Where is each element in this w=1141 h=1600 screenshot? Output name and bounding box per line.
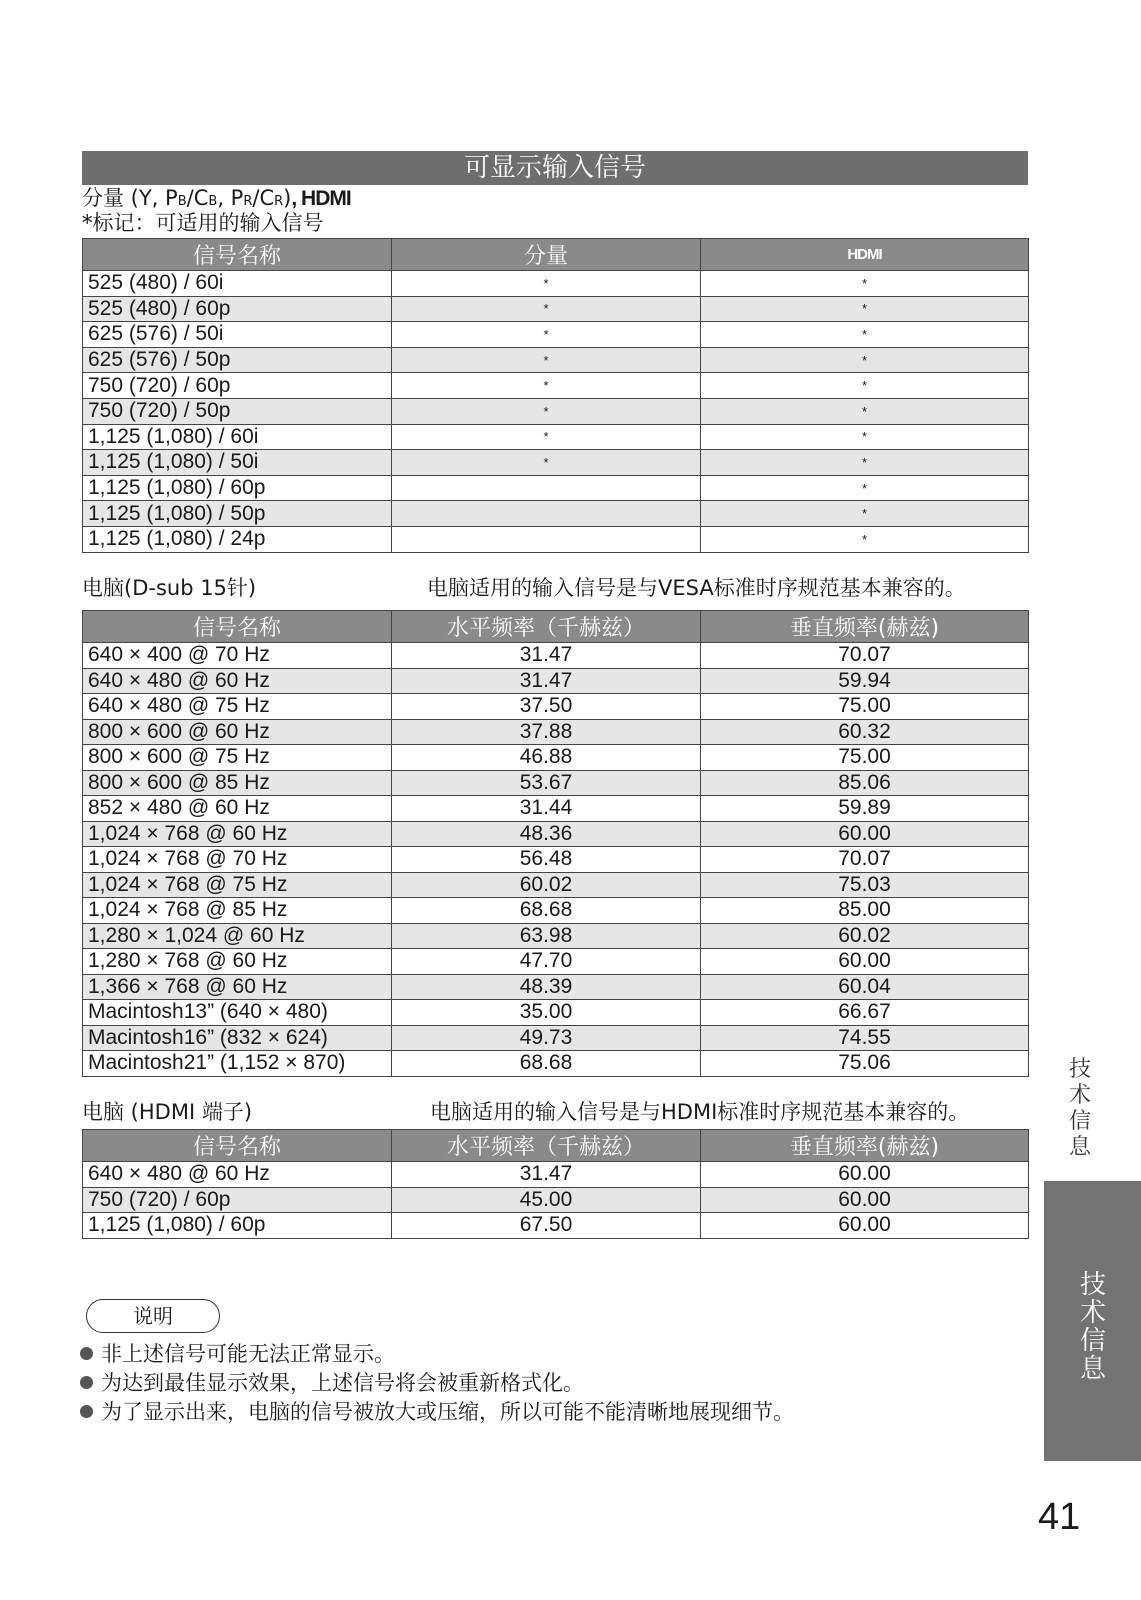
column-header: 垂直频率(赫兹) xyxy=(701,611,1029,643)
notes-list xyxy=(80,1340,794,1427)
value-cell xyxy=(392,501,701,527)
notes-label: 说明 xyxy=(86,1299,220,1333)
value-cell: * xyxy=(701,475,1029,501)
table-row xyxy=(83,450,1029,476)
signal-name-cell: 852 × 480 @ 60 Hz xyxy=(83,796,392,822)
side-tab-label: 技术信息 xyxy=(1079,1270,1106,1384)
table-row xyxy=(83,923,1029,949)
table-row xyxy=(83,1000,1029,1026)
value-cell: 47.70 xyxy=(392,949,701,975)
value-cell: 85.06 xyxy=(701,770,1029,796)
table-row xyxy=(83,770,1029,796)
value-cell: 68.68 xyxy=(392,898,701,924)
value-cell: 37.88 xyxy=(392,719,701,745)
signal-name-cell: 640 × 480 @ 75 Hz xyxy=(83,694,392,720)
value-cell: * xyxy=(392,322,701,348)
value-cell: 75.00 xyxy=(701,745,1029,771)
signal-name-cell: 1,125 (1,080) / 50p xyxy=(83,501,392,527)
value-cell: 46.88 xyxy=(392,745,701,771)
value-cell: 53.67 xyxy=(392,770,701,796)
value-cell: * xyxy=(392,271,701,297)
table-row xyxy=(83,643,1029,669)
table-row xyxy=(83,1213,1029,1239)
signal-name-cell: 1,125 (1,080) / 24p xyxy=(83,526,392,552)
value-cell: * xyxy=(701,526,1029,552)
pc-hdmi-signal-table xyxy=(82,1129,1029,1239)
signal-name-cell: 1,280 × 768 @ 60 Hz xyxy=(83,949,392,975)
component-legend: *标记：可适用的输入信号 xyxy=(82,211,324,235)
signal-name-cell: 1,024 × 768 @ 85 Hz xyxy=(83,898,392,924)
signal-name-cell: 525 (480) / 60p xyxy=(83,296,392,322)
value-cell: 31.47 xyxy=(392,668,701,694)
value-cell: 60.00 xyxy=(701,1213,1029,1239)
bullet-icon xyxy=(80,1347,93,1360)
table-row xyxy=(83,475,1029,501)
value-cell: 85.00 xyxy=(701,898,1029,924)
table-row xyxy=(83,373,1029,399)
list-item: 为达到最佳显示效果，上述信号将会被重新格式化。 xyxy=(80,1369,794,1398)
value-cell: 49.73 xyxy=(392,1025,701,1051)
table-row xyxy=(83,745,1029,771)
value-cell: 60.02 xyxy=(701,923,1029,949)
value-cell: 48.39 xyxy=(392,974,701,1000)
table-row xyxy=(83,949,1029,975)
table-row xyxy=(83,347,1029,373)
pc-hdmi-note: 电脑适用的输入信号是与HDMI标准时序规范基本兼容的。 xyxy=(430,1100,970,1124)
value-cell: * xyxy=(392,373,701,399)
page-number: 41 xyxy=(1038,1496,1081,1538)
column-header: 信号名称 xyxy=(83,239,392,271)
value-cell: 67.50 xyxy=(392,1213,701,1239)
value-cell: * xyxy=(701,398,1029,424)
column-header: 分量 xyxy=(392,239,701,271)
value-cell: 60.00 xyxy=(701,1162,1029,1188)
signal-name-cell: 800 × 600 @ 85 Hz xyxy=(83,770,392,796)
table-row xyxy=(83,719,1029,745)
table-row xyxy=(83,398,1029,424)
value-cell: 75.03 xyxy=(701,872,1029,898)
table-row xyxy=(83,526,1029,552)
signal-name-cell: 1,024 × 768 @ 60 Hz xyxy=(83,821,392,847)
side-section-tab xyxy=(1044,1181,1141,1461)
pc-hdmi-heading: 电脑 (HDMI 端子) xyxy=(82,1100,253,1124)
signal-name-cell: 625 (576) / 50p xyxy=(83,347,392,373)
value-cell: 56.48 xyxy=(392,847,701,873)
table-row xyxy=(83,424,1029,450)
table-row xyxy=(83,974,1029,1000)
pc-dsub-signal-table xyxy=(82,610,1029,1077)
signal-name-cell: 625 (576) / 50i xyxy=(83,322,392,348)
list-item: 非上述信号可能无法正常显示。 xyxy=(80,1340,794,1369)
signal-name-cell: 1,125 (1,080) / 60p xyxy=(83,475,392,501)
value-cell xyxy=(392,526,701,552)
table-row xyxy=(83,1187,1029,1213)
value-cell: * xyxy=(701,424,1029,450)
table-row xyxy=(83,668,1029,694)
value-cell: * xyxy=(701,271,1029,297)
value-cell: 75.00 xyxy=(701,694,1029,720)
signal-name-cell: 1,024 × 768 @ 70 Hz xyxy=(83,847,392,873)
signal-name-cell: 1,125 (1,080) / 60i xyxy=(83,424,392,450)
list-item: 为了显示出来，电脑的信号被放大或压缩，所以可能不能清晰地展现细节。 xyxy=(80,1398,794,1427)
signal-name-cell: 640 × 400 @ 70 Hz xyxy=(83,643,392,669)
value-cell: * xyxy=(701,322,1029,348)
column-header: HDMI xyxy=(701,239,1029,271)
column-header: 水平频率（千赫兹） xyxy=(392,1130,701,1162)
signal-name-cell: Macintosh21” (1,152 × 870) xyxy=(83,1051,392,1077)
signal-name-cell: Macintosh13” (640 × 480) xyxy=(83,1000,392,1026)
component-signal-table xyxy=(82,238,1029,553)
value-cell: * xyxy=(392,424,701,450)
table-row xyxy=(83,694,1029,720)
side-section-label: 技术信息 xyxy=(1068,1057,1091,1160)
table-row xyxy=(83,872,1029,898)
bullet-icon xyxy=(80,1405,93,1418)
table-row xyxy=(83,847,1029,873)
value-cell: * xyxy=(392,347,701,373)
value-cell: 48.36 xyxy=(392,821,701,847)
signal-name-cell: 1,125 (1,080) / 50i xyxy=(83,450,392,476)
table-row xyxy=(83,821,1029,847)
table-row xyxy=(83,898,1029,924)
value-cell: * xyxy=(392,450,701,476)
pc-dsub-heading: 电脑(D-sub 15针) xyxy=(82,576,257,600)
pc-dsub-note: 电脑适用的输入信号是与VESA标准时序规范基本兼容的。 xyxy=(427,576,966,600)
signal-name-cell: 750 (720) / 50p xyxy=(83,398,392,424)
column-header: 垂直频率(赫兹) xyxy=(701,1130,1029,1162)
value-cell: 31.44 xyxy=(392,796,701,822)
signal-name-cell: 800 × 600 @ 75 Hz xyxy=(83,745,392,771)
value-cell: 31.47 xyxy=(392,643,701,669)
value-cell: 66.67 xyxy=(701,1000,1029,1026)
value-cell: 60.02 xyxy=(392,872,701,898)
value-cell: 70.07 xyxy=(701,847,1029,873)
table-row xyxy=(83,1051,1029,1077)
value-cell: * xyxy=(701,296,1029,322)
column-header: 信号名称 xyxy=(83,1130,392,1162)
table-row xyxy=(83,796,1029,822)
value-cell: 60.00 xyxy=(701,1187,1029,1213)
value-cell: * xyxy=(392,398,701,424)
component-heading: 分量 (Y, PB/CB, PR/CR), HDMI xyxy=(82,186,351,210)
value-cell: 45.00 xyxy=(392,1187,701,1213)
signal-name-cell: Macintosh16” (832 × 624) xyxy=(83,1025,392,1051)
value-cell: 63.98 xyxy=(392,923,701,949)
value-cell: 31.47 xyxy=(392,1162,701,1188)
value-cell: 70.07 xyxy=(701,643,1029,669)
value-cell: 35.00 xyxy=(392,1000,701,1026)
value-cell: 37.50 xyxy=(392,694,701,720)
signal-name-cell: 640 × 480 @ 60 Hz xyxy=(83,668,392,694)
bullet-icon xyxy=(80,1376,93,1389)
value-cell: 60.00 xyxy=(701,821,1029,847)
signal-name-cell: 1,024 × 768 @ 75 Hz xyxy=(83,872,392,898)
signal-name-cell: 800 × 600 @ 60 Hz xyxy=(83,719,392,745)
column-header: 信号名称 xyxy=(83,611,392,643)
value-cell: * xyxy=(701,450,1029,476)
signal-name-cell: 1,280 × 1,024 @ 60 Hz xyxy=(83,923,392,949)
value-cell: * xyxy=(701,501,1029,527)
signal-name-cell: 750 (720) / 60p xyxy=(83,1187,392,1213)
table-row xyxy=(83,501,1029,527)
signal-name-cell: 750 (720) / 60p xyxy=(83,373,392,399)
value-cell: 68.68 xyxy=(392,1051,701,1077)
value-cell: 60.04 xyxy=(701,974,1029,1000)
signal-name-cell: 1,366 × 768 @ 60 Hz xyxy=(83,974,392,1000)
table-row xyxy=(83,271,1029,297)
page-title: 可显示输入信号 xyxy=(82,151,1028,185)
value-cell: * xyxy=(392,296,701,322)
table-row xyxy=(83,1025,1029,1051)
signal-name-cell: 640 × 480 @ 60 Hz xyxy=(83,1162,392,1188)
signal-name-cell: 525 (480) / 60i xyxy=(83,271,392,297)
signal-name-cell: 1,125 (1,080) / 60p xyxy=(83,1213,392,1239)
value-cell: 59.89 xyxy=(701,796,1029,822)
value-cell: 60.00 xyxy=(701,949,1029,975)
table-row xyxy=(83,322,1029,348)
table-row xyxy=(83,296,1029,322)
column-header: 水平频率（千赫兹） xyxy=(392,611,701,643)
value-cell: 75.06 xyxy=(701,1051,1029,1077)
table-row xyxy=(83,1162,1029,1188)
value-cell: 74.55 xyxy=(701,1025,1029,1051)
value-cell: * xyxy=(701,347,1029,373)
value-cell: 60.32 xyxy=(701,719,1029,745)
value-cell xyxy=(392,475,701,501)
value-cell: 59.94 xyxy=(701,668,1029,694)
value-cell: * xyxy=(701,373,1029,399)
